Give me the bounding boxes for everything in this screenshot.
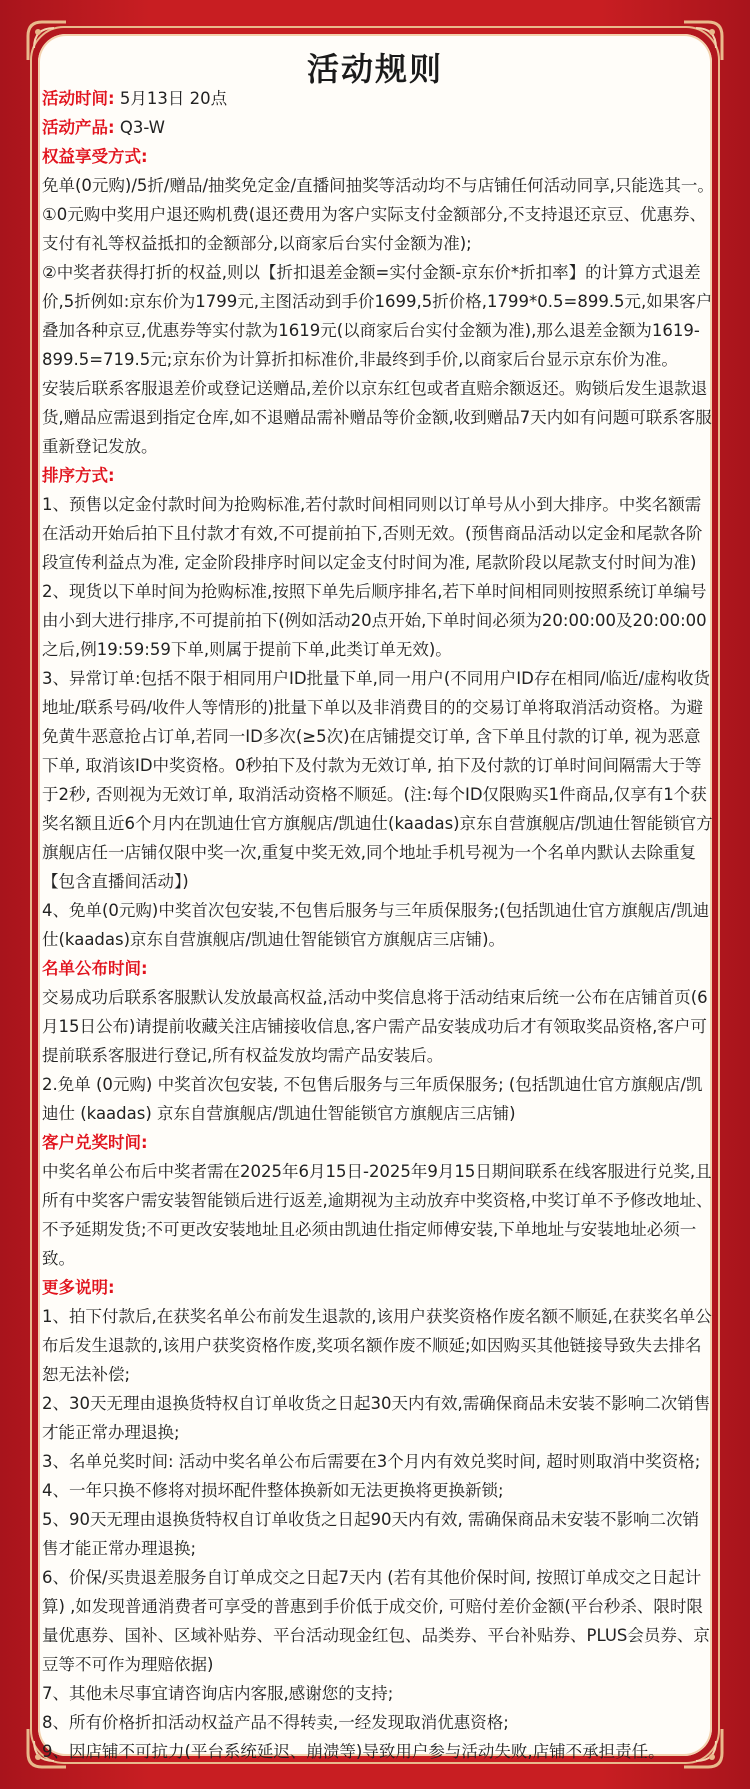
more-para: 9、因店铺不可抗力(平台系统延迟、崩溃等)导致用户参与活动失败,店铺不承担责任。 [42, 1742, 665, 1761]
more-para: 4、一年只换不修将对损坏配件整体换新如无法更换将更换新锁; [42, 1481, 504, 1500]
activity-product-row [42, 113, 714, 142]
ranking-heading: 排序方式: [42, 466, 115, 485]
winners-para: 交易成功后联系客服默认发放最高权益,活动中奖信息将于活动结束后统一公布在店铺首页(6月15日公布)请提前收藏关注店铺接收信息,客户需产品安装成功后才有领取奖品资格,客户可提前联系客服进行登记,所有权益发放均需产品安装后。 [42, 988, 708, 1065]
ranking-para: 2、现货以下单时间为抢购标准,按照下单先后顺序排名,若下单时间相同则按照系统订单编号由小到大进行排序,不可提前拍下(例如活动20点开始,下单时间必须为20:00:00及20:00:00之后,例19:59:59下单,则属于提前下单,此类订单无效)。 [42, 582, 707, 659]
benefits-heading: 权益享受方式: [42, 147, 148, 166]
activity-time-row [42, 84, 714, 113]
more-para: 2、30天无理由退换货特权自订单收货之日起30天内有效,需确保商品未安装不影响二次销售才能正常办理退换; [42, 1394, 711, 1442]
ranking-para: 3、异常订单:包括不限于相同用户ID批量下单,同一用户(不同用户ID存在相同/临近/虚构收货地址/联系号码/收件人等情形的)批量下单以及非消费目的的交易订单将取消活动资格。为避免黄牛恶意抢占订单,若同一ID多次(≥5次)在店铺提交订单, 含下单且付款的订单, 视为恶意下单, 取消该ID中奖资格。0秒拍下及付款为无效订单, 拍下及付款的订单时间间隔需大于等于2秒, 否则视为无效订单, 取消活动资格不顺延。(注:每个ID仅限购买1件商品,仅享有1个获奖名额且近6个月内在凯迪仕官方旗舰店/凯迪仕(kaadas)京东自营旗舰店/凯迪仕智能锁官方旗舰店任一店铺仅限中奖一次,重复中奖无效,同个地址手机号视为一个名单内默认去除重复【包含直播间活动】) [42, 669, 713, 891]
activity-time-label: 活动时间: [42, 89, 115, 108]
more-para: 6、价保/买贵退差服务自订单成交之日起7天内 (若有其他价保时间, 按照订单成交之日起计算) ,如发现普通消费者可享受的普惠到手价低于成交价, 可赔付差价金额(平台秒杀、限时限量优惠券、国补、区域补贴券、平台活动现金红包、品类券、平台补贴券、PLUS会员券、京豆等不可作为理赔依据) [42, 1568, 710, 1674]
rules-content [42, 84, 714, 1766]
redeem-heading: 客户兑奖时间: [42, 1133, 148, 1152]
more-para: 8、所有价格折扣活动权益产品不得转卖,一经发现取消优惠资格; [42, 1713, 509, 1732]
benefits-para: ①0元购中奖用户退还购机费(退还费用为客户实际支付金额部分,不支持退还京豆、优惠券、支付有礼等权益抵扣的金额部分,以商家后台实付金额为准); [42, 205, 706, 253]
activity-product-label: 活动产品: [42, 118, 115, 137]
more-para: 3、名单兑奖时间: 活动中奖名单公布后需要在3个月内有效兑奖时间, 超时则取消中奖资格; [42, 1452, 701, 1471]
ranking-para: 4、免单(0元购)中奖首次包安装,不包售后服务与三年质保服务;(包括凯迪仕官方旗舰店/凯迪仕(kaadas)京东自营旗舰店/凯迪仕智能锁官方旗舰店三店铺)。 [42, 901, 710, 949]
activity-product-value: Q3-W [119, 118, 165, 137]
more-para: 7、其他未尽事宜请咨询店内客服,感谢您的支持; [42, 1684, 394, 1703]
winners-para: 2.免单 (0元购) 中奖首次包安装, 不包售后服务与三年质保服务; (包括凯迪仕官方旗舰店/凯迪仕 (kaadas) 京东自营旗舰店/凯迪仕智能锁官方旗舰店三店铺) [42, 1075, 703, 1123]
ranking-para: 1、预售以定金付款时间为抢购标准,若付款时间相同则以订单号从小到大排序。中奖名额需在活动开始后拍下且付款才有效,不可提前拍下,否则无效。(预售商品活动以定金和尾款各阶段宣传利益点为准, 定金阶段排序时间以定金支付时间为准, 尾款阶段以尾款支付时间为准) [42, 495, 703, 572]
benefits-para: 安装后联系客服退差价或登记送赠品,差价以京东红包或者直赔余额返还。购锁后发生退款退货,赠品应需退到指定仓库,如不退赠品需补赠品等价金额,收到赠品7天内如有问题可联系客服重新登记发放。 [42, 379, 712, 456]
page-title: 活动规则 [306, 50, 443, 88]
benefits-para: ②中奖者获得打折的权益,则以【折扣退差金额=实付金额-京东价*折扣率】的计算方式退差价,5折例如:京东价为1799元,主图活动到手价1699,5折价格,1799*0.5=899.5元,如果客户叠加各种京豆,优惠券等实付款为1619元(以商家后台实付金额为准),那么退差金额为1619-899.5=719.5元;京东价为计算折扣标准价,非最终到手价,以商家后台显示京东价为准。 [42, 263, 713, 369]
activity-time-value: 5月13日 20点 [119, 89, 228, 108]
more-heading: 更多说明: [42, 1278, 115, 1297]
redeem-para: 中奖名单公布后中奖者需在2025年6月15日-2025年9月15日期间联系在线客服进行兑奖,且所有中奖客户需安装智能锁后进行返差,逾期视为主动放弃中奖资格,中奖订单不予修改地址、不予延期发货;不可更改安装地址且必须由凯迪仕指定师傅安装,下单地址与安装地址必须一致。 [42, 1162, 713, 1268]
benefits-para: 免单(0元购)/5折/赠品/抽奖免定金/直播间抽奖等活动均不与店铺任何活动同享,只能选其一。 [42, 176, 714, 195]
more-para: 1、拍下付款后,在获奖名单公布前发生退款的,该用户获奖资格作废名额不顺延,在获奖名单公布后发生退款的,该用户获奖资格作废,奖项名额作废不顺延;如因购买其他链接导致失去排名恕无法补偿; [42, 1307, 712, 1384]
winners-heading: 名单公布时间: [42, 959, 148, 978]
more-para: 5、90天无理由退换货特权自订单收货之日起90天内有效, 需确保商品未安装不影响二次销售才能正常办理退换; [42, 1510, 699, 1558]
